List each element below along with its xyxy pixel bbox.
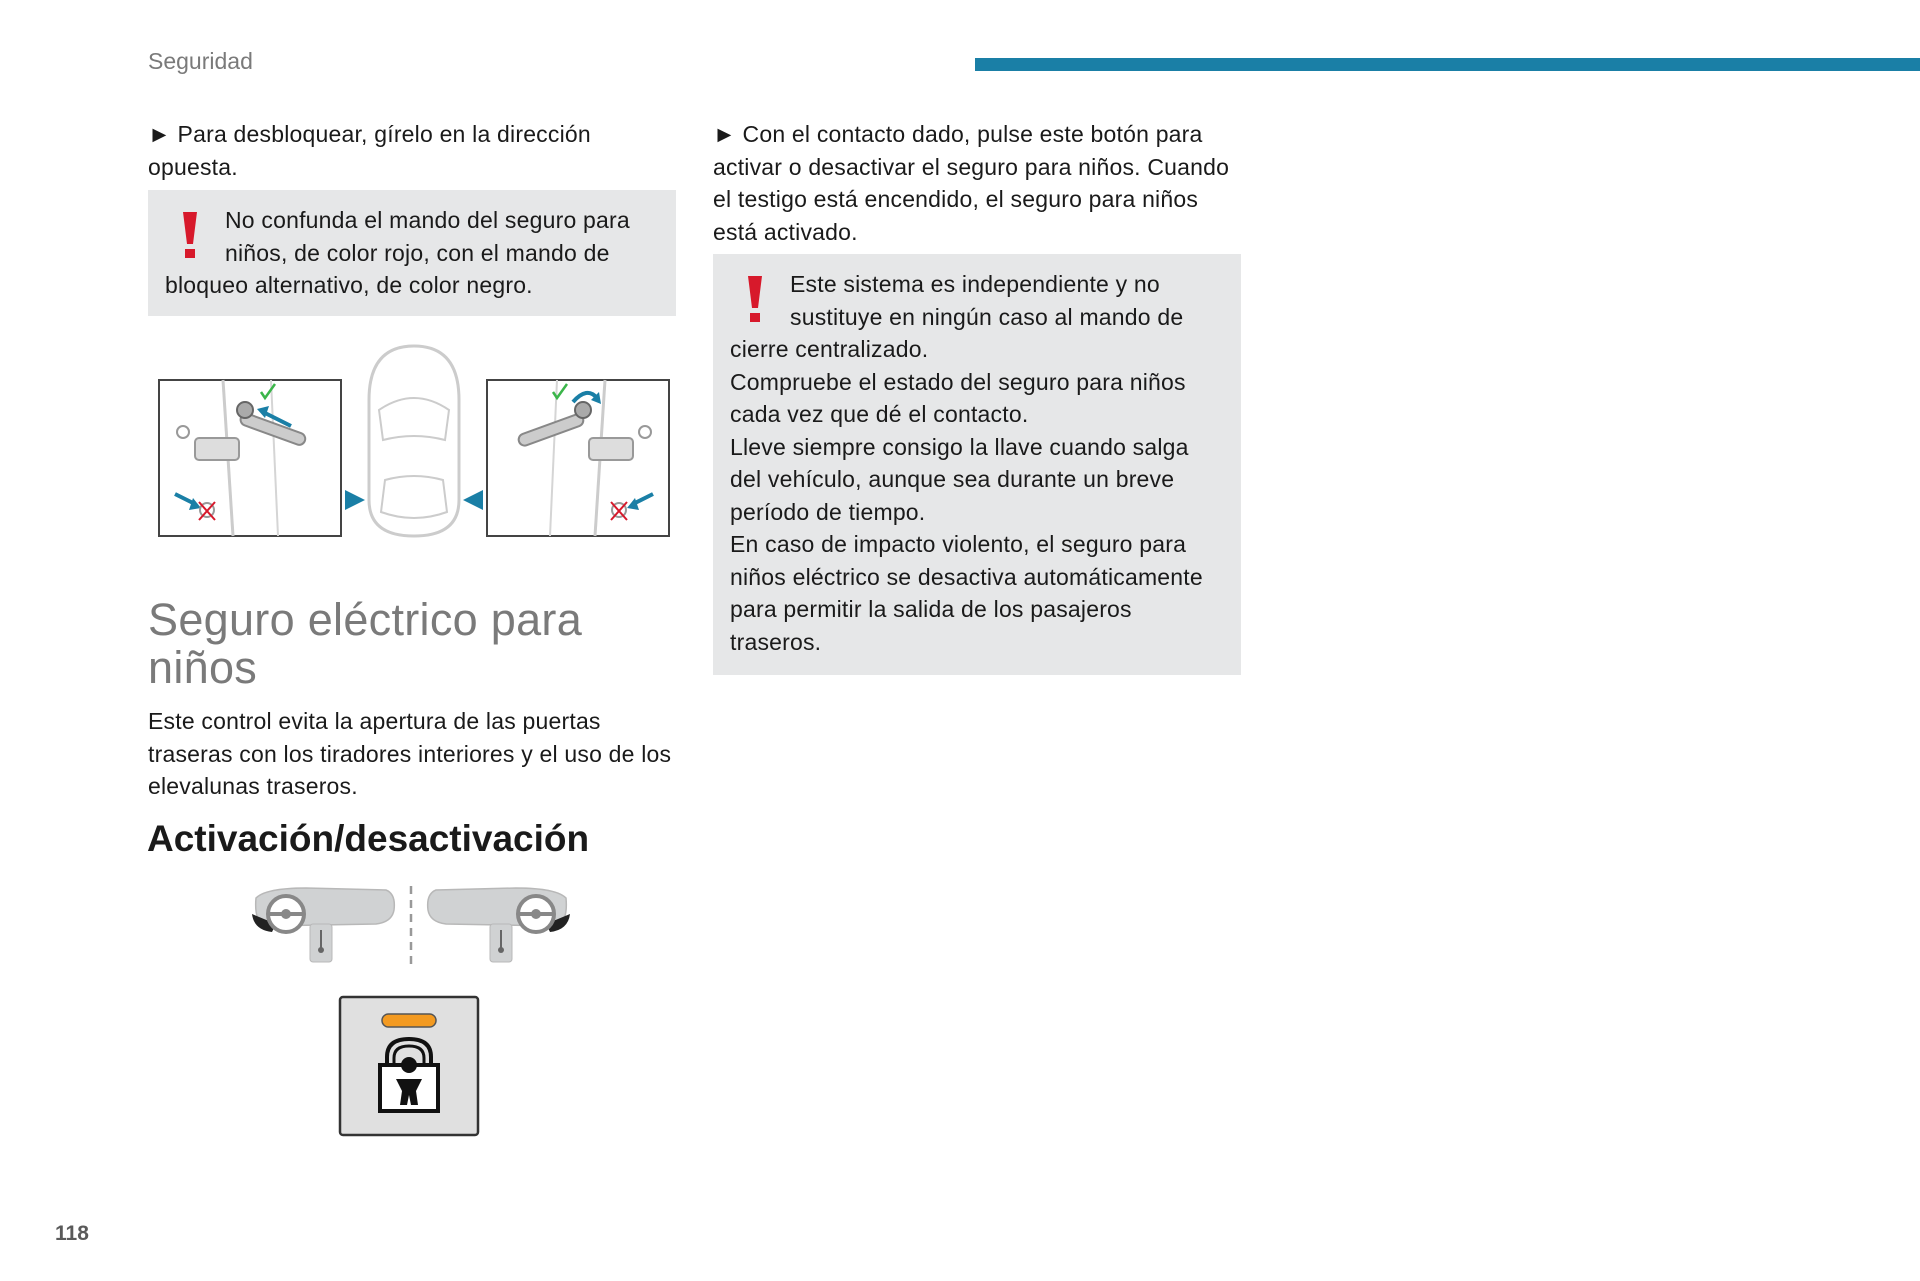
dashboard-steering-wheel-illustration [246,880,576,970]
warning-line-take-key: Lleve siempre consigo la llave cuando salga del vehículo, aunque sea durante un breve período de tiempo. [730,433,1189,525]
header-section-label: Seguridad [148,48,253,74]
subsection-title: Activación/desactivación [147,818,590,859]
right-column [713,118,1241,675]
warning-exclamation-icon [740,274,770,326]
warning-box-right [713,254,1241,675]
warning-line-check-status: Compruebe el estado del seguro para niños cada vez que dé el contacto. [730,368,1186,427]
warning-box-left [148,190,676,316]
section-title: Seguro eléctrico para niños [148,594,583,693]
unlock-instruction: ► Para desbloquear, gírelo en la dirección opuesta. [148,121,591,180]
child-lock-button-icon [338,995,480,1137]
section-description: Este control evita la apertura de las puertas traseras con los tiradores interiores y el uso de los elevalunas traseros. [148,708,672,799]
warning-exclamation-icon [175,210,205,262]
warning-line-impact: En caso de impacto violento, el seguro para niños eléctrico se desactiva automáticamente para permitir la salida de los pasajeros traseros. [730,531,1203,655]
warning-line-independent: Este sistema es independiente y no sustituye en ningún caso al mando de cierre centralizado. [730,271,1184,362]
warning-text-left: No confunda el mando del seguro para niños, de color rojo, con el mando de bloqueo alternativo, de color negro. [165,207,630,298]
page-number: 118 [55,1222,89,1245]
child-lock-door-illustration [153,340,675,540]
header-accent-bar [975,58,1920,71]
left-column [148,118,676,316]
activation-instruction: ► Con el contacto dado, pulse este botón para activar o desactivar el seguro para niños. Cuando el testigo está encendido, el seguro para niños está activado. [713,121,1230,245]
